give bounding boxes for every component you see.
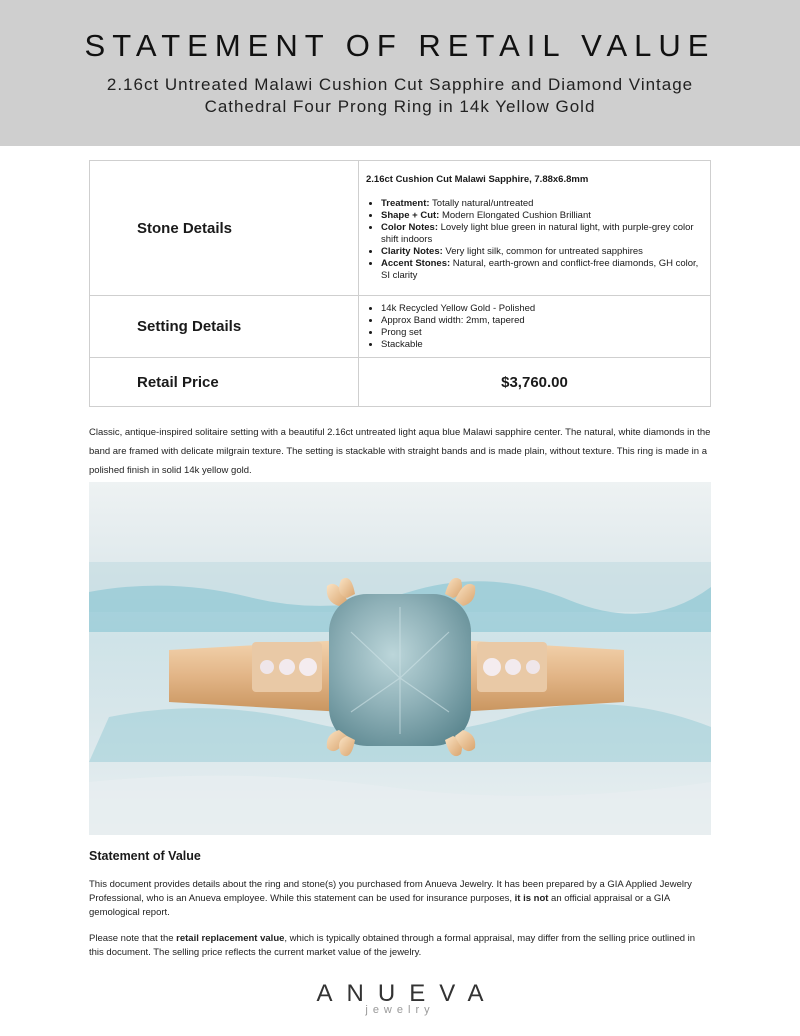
list-item: • Color Notes: Lovely light blue green in natural light, with purple-grey color shift indoors [381,222,702,246]
setting-details-content [359,296,711,358]
stone-details-row [90,161,711,296]
retail-price-value: $3,760.00 [359,358,711,407]
list-item: • Clarity Notes: Very light silk, common for untreated sapphires [381,246,702,258]
list-item: • Accent Stones: Natural, earth-grown and conflict-free diamonds, GH color, SI clarity [381,258,702,282]
header-banner [0,0,800,146]
ring-illustration [89,482,711,835]
ring-description: Classic, antique-inspired solitaire setting with a beautiful 2.16ct untreated light aqua blue Malawi sapphire center. The natural, white diamonds in the band are framed with delicate milgrain texture. The setting is stackable with straight bands and is made plain, without texture. This ring is made in a polished finish in solid 14k yellow gold. [89,427,711,476]
setting-details-label: Setting Details [90,296,359,358]
stone-heading: 2.16ct Cushion Cut Malawi Sapphire, 7.88x6.8mm [366,174,589,185]
statement-title: Statement of Value [89,849,201,863]
setting-details-list [366,303,702,351]
list-item: • Prong set [381,327,702,339]
list-item: • Approx Band width: 2mm, tapered [381,315,702,327]
brand-logo [0,980,800,1016]
ring-photo [89,482,711,835]
details-table [89,160,711,407]
list-item: • Shape + Cut: Modern Elongated Cushion Brilliant [381,210,702,222]
list-item: • 14k Recycled Yellow Gold - Polished [381,303,702,315]
brand-tagline: jewelry [365,1004,435,1016]
stone-details-content [359,161,711,296]
retail-price-label: Retail Price [90,358,359,407]
statement-paragraph-2: Please note that the retail replacement value, which is typically obtained through a formal appraisal, may differ from the selling price outlined in this document. The selling price reflects the current market value of the jewelry. [89,933,696,958]
page-subtitle: 2.16ct Untreated Malawi Cushion Cut Sapphire and Diamond Vintage Cathedral Four Prong Ring in 14k Yellow Gold [106,75,694,116]
page-title: STATEMENT OF RETAIL VALUE [84,28,716,63]
list-item: • Stackable [381,339,702,351]
list-item: • Treatment: Totally natural/untreated [381,198,702,210]
retail-price-row [90,358,711,407]
statement-paragraph-1: This document provides details about the ring and stone(s) you purchased from Anueva Jewelry. It has been prepared by a GIA Applied Jewelry Professional, who is an Anueva employee. While this statement can be used for insurance purposes, it is not an official appraisal or a GIA gemological report. [89,879,692,918]
stone-details-label: Stone Details [90,161,359,296]
setting-details-row [90,296,711,358]
stone-details-list [366,198,702,282]
brand-name: ANUEVA [316,980,498,1007]
